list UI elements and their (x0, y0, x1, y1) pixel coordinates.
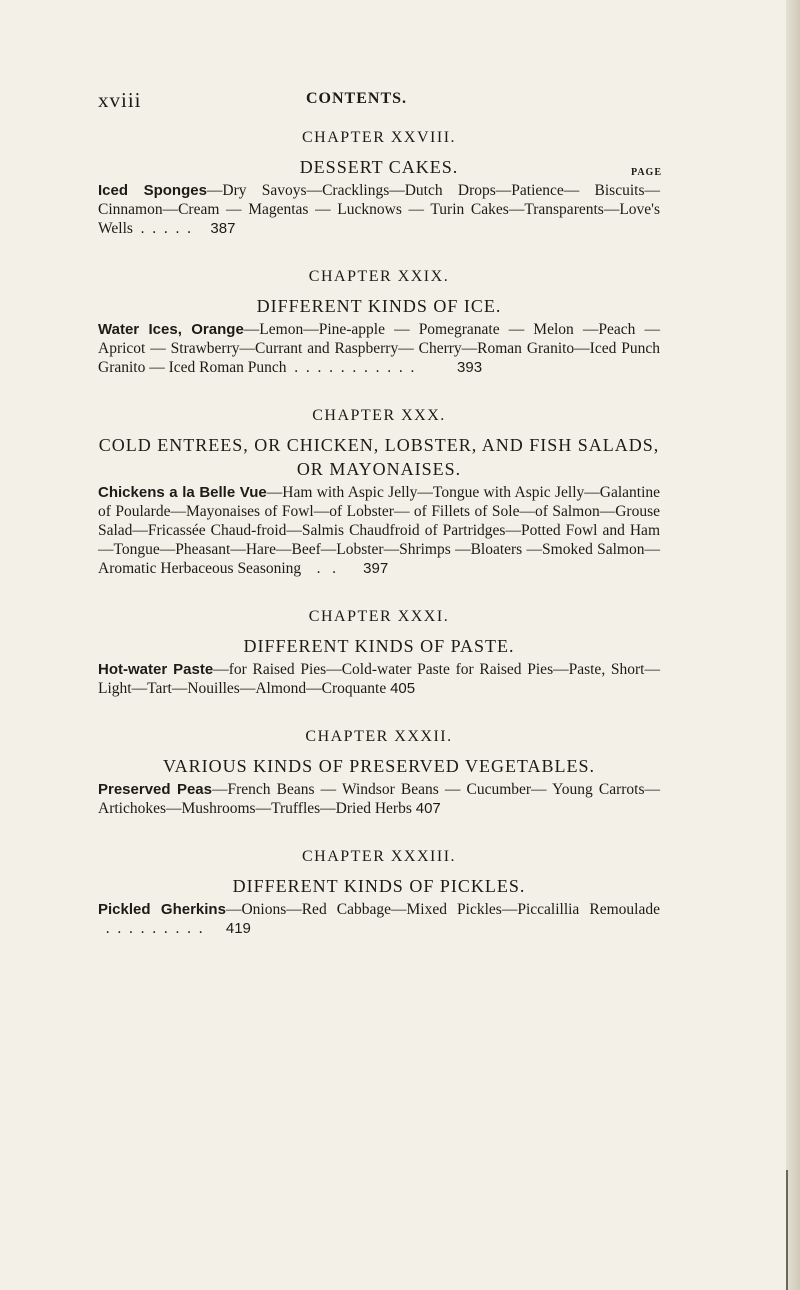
running-title: CONTENTS. (306, 90, 408, 107)
entry-body: —Lemon—Pine-apple — Pomegranate — Melon —Peach — Apricot — Strawberry—Currant and Raspberry— Cherry—Roman Granito—Iced Punch Granito — Iced Roman Punch (98, 321, 660, 376)
chapter-xxxiii (98, 844, 660, 938)
chapter-title: CHAPTER XXXIII. (301, 848, 457, 865)
chapter-subtitle (98, 155, 660, 179)
chapter-xxix (98, 264, 660, 377)
page-number: 419 (225, 920, 251, 937)
entry-body: —for Raised Pies—Cold-water Paste for Raised Pies—Paste, Short—Light—Tart—Nouilles—Almond—Croquante (98, 661, 660, 697)
entry-lead: Water Ices, Orange (98, 321, 244, 338)
leader-dots: . . (305, 560, 364, 577)
entry-lead: Chickens a la Belle Vue (98, 484, 267, 501)
chapter-title: CHAPTER XXX. (312, 407, 446, 424)
page-number: 397 (363, 560, 389, 577)
chapter-subtitle: VARIOUS KINDS OF PRESERVED VEGETABLES. (163, 756, 595, 776)
page-edge-rule (786, 1170, 788, 1290)
page-number: 393 (457, 359, 483, 376)
leader-dots: . . . . . (136, 220, 211, 237)
chapter-xxxii (98, 724, 660, 818)
page-column-label: PAGE (630, 167, 662, 178)
entry-body: —French Beans — Windsor Beans — Cucumber— Young Carrots—Artichokes—Mushrooms—Truffles—Dried Herbs (98, 781, 660, 817)
leader-dots: . . . . . . . . . (98, 920, 226, 937)
chapter-subtitle: DIFFERENT KINDS OF PICKLES. (232, 876, 526, 896)
page-number: 407 (415, 800, 441, 817)
entry-body: —Ham with Aspic Jelly—Tongue with Aspic Jelly—Galantine of Poularde—Mayonaises of Fowl—of Lobster— of Fillets of Sole—of Salmon—Grouse Salad—Fricassée Chaud-froid—Salmis Chaudfroid of Partridges—Potted Fowl and Ham —Tongue—Pheasant—Hare—Beef—Lobster—Shrimps —Bloaters —Smoked Salmon—Aromatic Herbaceous Seasoning (98, 484, 660, 577)
entry-lead: Pickled Gherkins (98, 901, 226, 918)
chapter-entry (98, 660, 660, 698)
chapter-entry (98, 320, 660, 377)
entry-lead: Preserved Peas (98, 781, 212, 798)
chapter-subtitle: DIFFERENT KINDS OF PASTE. (243, 636, 515, 656)
contents-list (98, 125, 660, 964)
page-number: 405 (390, 680, 416, 697)
chapter-xxx (98, 403, 660, 578)
chapter-entry (98, 181, 660, 238)
chapter-subtitle: DIFFERENT KINDS OF ICE. (256, 296, 502, 316)
chapter-subtitle: COLD ENTREES, OR CHICKEN, LOBSTER, AND FISH SALADS, OR MAYONAISES. (98, 435, 660, 479)
chapter-entry (98, 483, 660, 578)
page-edge (786, 0, 800, 1290)
entry-body: —Onions—Red Cabbage—Mixed Pickles—Piccalillia Remoulade (225, 901, 660, 918)
chapter-entry (98, 900, 660, 938)
leader-dots: . . . . . . . . . . . (290, 359, 458, 376)
chapter-title: CHAPTER XXXII. (305, 728, 453, 745)
page-number: 387 (210, 220, 236, 237)
entry-lead: Iced Sponges (98, 182, 207, 199)
chapter-entry (98, 780, 660, 818)
chapter-subtitle-text: DESSERT CAKES. (299, 157, 459, 177)
entry-body: —Dry Savoys—Cracklings—Dutch Drops—Patience— Biscuits—Cinnamon—Cream — Magentas — Lucknows — Turin Cakes—Transparents—Love's Wells (98, 182, 660, 237)
page-folio: xviii (98, 88, 142, 112)
entry-lead: Hot-water Paste (98, 661, 214, 678)
chapter-xxxi (98, 604, 660, 698)
chapter-xxviii (98, 125, 660, 238)
page-header (98, 88, 658, 118)
chapter-title: CHAPTER XXVIII. (301, 129, 457, 146)
chapter-title: CHAPTER XXXI. (308, 608, 450, 625)
chapter-title: CHAPTER XXIX. (308, 268, 450, 285)
